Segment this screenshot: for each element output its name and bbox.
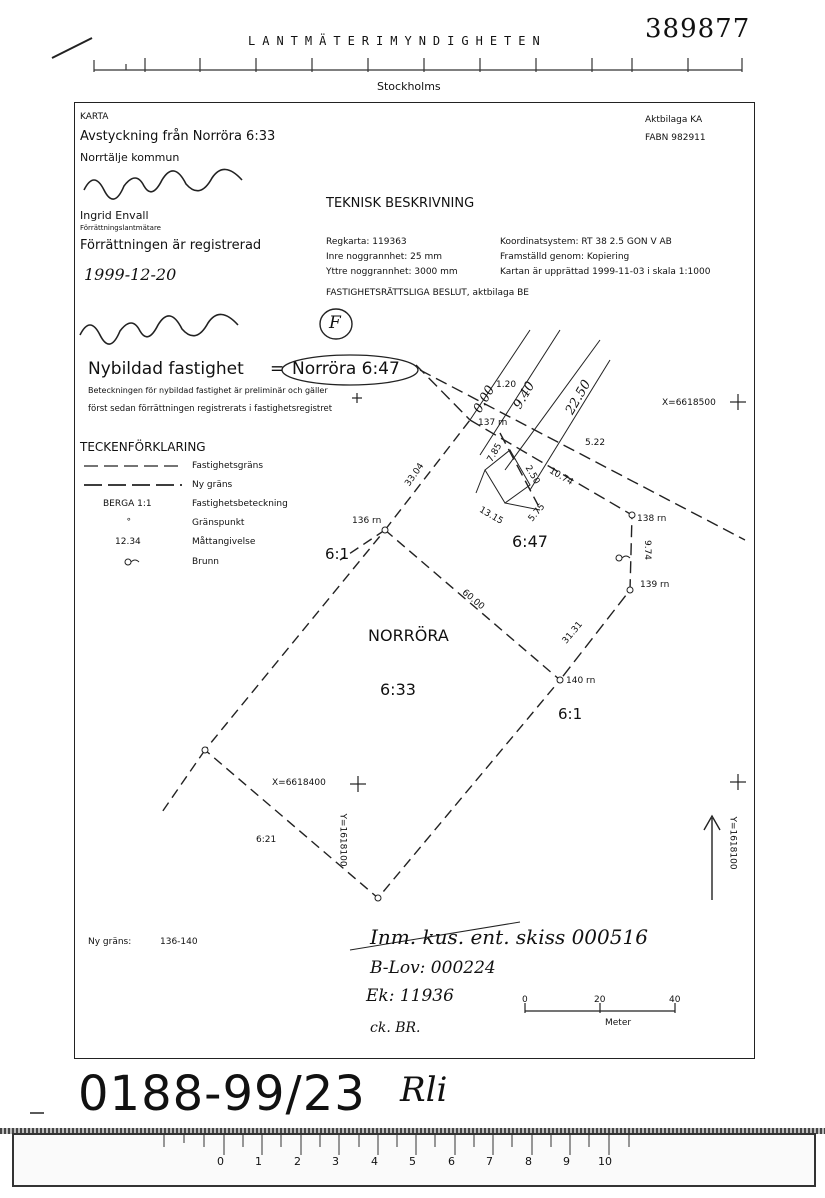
registration-date: 1999-12-20 [84,265,177,284]
legend-label-property-line: Fastighetsgräns [192,461,264,471]
neighbor-6-21: 6:21 [256,835,277,845]
karta-label: KARTA [80,112,109,122]
new-property-label: Nybildad fastighet [88,359,244,379]
neighbor-6-1-right: 6:1 [558,705,583,723]
equals-sign: = [270,359,285,379]
ruler-label-9: 9 [563,1155,570,1168]
ruler-label-7: 7 [486,1155,493,1168]
coord-y-right: Y=1618100 [727,816,738,870]
ruler-label-1: 1 [255,1155,262,1168]
header-scale-bar [94,58,742,72]
dim-60-00: 60.00 [459,587,486,613]
dim-13-15: 13.15 [477,505,505,527]
legend-label-new-line: Ny gräns [192,480,233,490]
dim-31-31: 31.31 [560,619,585,647]
ruler-label-2: 2 [294,1155,301,1168]
point-140: 140 rn [566,676,596,686]
ruler-label-6: 6 [448,1155,455,1168]
ruler-label-4: 4 [371,1155,378,1168]
legend-symbol-point: ∘ [126,515,132,525]
registered-label: Förrättningen är registrerad [80,238,262,253]
dim-2-50: 2.50 [522,463,542,487]
stamp-letter: F [329,313,341,333]
dim-0-00: 0.00 [470,383,499,416]
archive-number: 0188-99/23 [78,1066,366,1122]
ruler-label-10: 10 [598,1155,612,1168]
handwritten-note-3: Ek: 11936 [366,986,454,1006]
tech-line-3: Yttre noggrannhet: 3000 mm [326,267,458,277]
tech-line-1: Regkarta: 119363 [326,237,407,247]
ruler-label-8: 8 [525,1155,532,1168]
scale-tick-0: 0 [522,995,528,1005]
pen-mark [52,38,92,58]
archive-initials: Rli [400,1070,448,1110]
municipality: Norrtälje kommun [80,151,180,164]
preliminary-note-2: först sedan förrättningen registrerats i fastighetsregistret [88,404,333,414]
handwritten-note-4: ck. BR. [370,1020,421,1036]
point-139: 139 rn [640,580,670,590]
dim-1-20: 1.20 [496,380,517,390]
scale-unit: Meter [605,1018,632,1028]
county-label: Stockholms [377,80,441,93]
coord-x-top: X=6618500 [662,398,716,408]
aktbilaga: Aktbilaga KA [645,115,703,125]
fabn-number: FABN 982911 [645,133,706,143]
scale-tick-20: 20 [594,995,606,1005]
parcel-name: NORRÖRA [368,626,449,645]
legend-label-designation: Fastighetsbeteckning [192,499,288,509]
new-property-name: Norröra 6:47 [292,359,400,379]
scan-ruler [12,1133,816,1187]
dim-10-74: 10.74 [547,466,575,488]
ruler-label-0: 0 [217,1155,224,1168]
point-137: 137 rn [478,418,508,428]
surveyor-name: Ingrid Envall [80,209,149,222]
parcel-id-6-33: 6:33 [380,680,416,699]
point-138: 138 rn [637,514,667,524]
production-method: Framställd genom: Kopiering [500,252,630,262]
point-136: 136 rn [352,516,382,526]
map-title: Avstyckning från Norröra 6:33 [80,129,276,144]
preliminary-note-1: Beteckningen för nybildad fastighet är preliminär och gäller [88,386,328,395]
handwritten-note-2: B-Lov: 000224 [370,958,496,978]
tech-desc-title: TEKNISK BESKRIVNING [326,196,475,211]
tech-line-4: FASTIGHETSRÄTTSLIGA BESLUT, aktbilaga BE [326,288,529,298]
new-boundary-range: 136-140 [160,937,198,947]
legend-title: TECKENFÖRKLARING [80,440,206,454]
coord-x-mid: X=6618400 [272,778,326,788]
handwritten-note-1: Inm. kus. ent. skiss 000516 [370,925,648,949]
dim-5-75: 5.75 [526,502,548,524]
legend-label-well: Brunn [192,557,219,567]
parcel-id-6-47: 6:47 [512,532,548,551]
neighbor-6-1-left: 6:1 [325,545,350,563]
new-boundary-label: Ny gräns: [88,937,132,947]
ruler-label-5: 5 [409,1155,416,1168]
dim-9-74: 9.74 [642,539,653,561]
tech-line-2: Inre noggrannhet: 25 mm [326,252,443,262]
dim-5-22: 5.22 [585,438,606,448]
dim-9-40: 9.40 [510,379,539,412]
surveyor-role: Förrättningslantmätare [80,224,161,232]
ruler-label-3: 3 [332,1155,339,1168]
legend-label-measure: Måttangivelse [192,537,256,547]
legend-label-point: Gränspunkt [192,518,245,528]
legend-symbol-measure: 12.34 [115,537,141,547]
document-number: 389877 [645,14,751,44]
map-date-scale: Kartan är upprättad 1999-11-03 i skala 1:1000 [500,267,711,277]
dim-7-85: 7.85 [485,441,505,465]
coord-system: Koordinatsystem: RT 38 2.5 GON V AB [500,237,672,247]
dim-33-04: 33.04 [403,461,427,489]
coord-y-mid: Y=1618100 [337,813,348,867]
dim-22-50: 22.50 [562,377,595,418]
agency-header: LANTMÄTERIMYNDIGHETEN [248,34,547,48]
legend-symbol-designation: BERGA 1:1 [103,499,152,509]
scale-tick-40: 40 [669,995,681,1005]
